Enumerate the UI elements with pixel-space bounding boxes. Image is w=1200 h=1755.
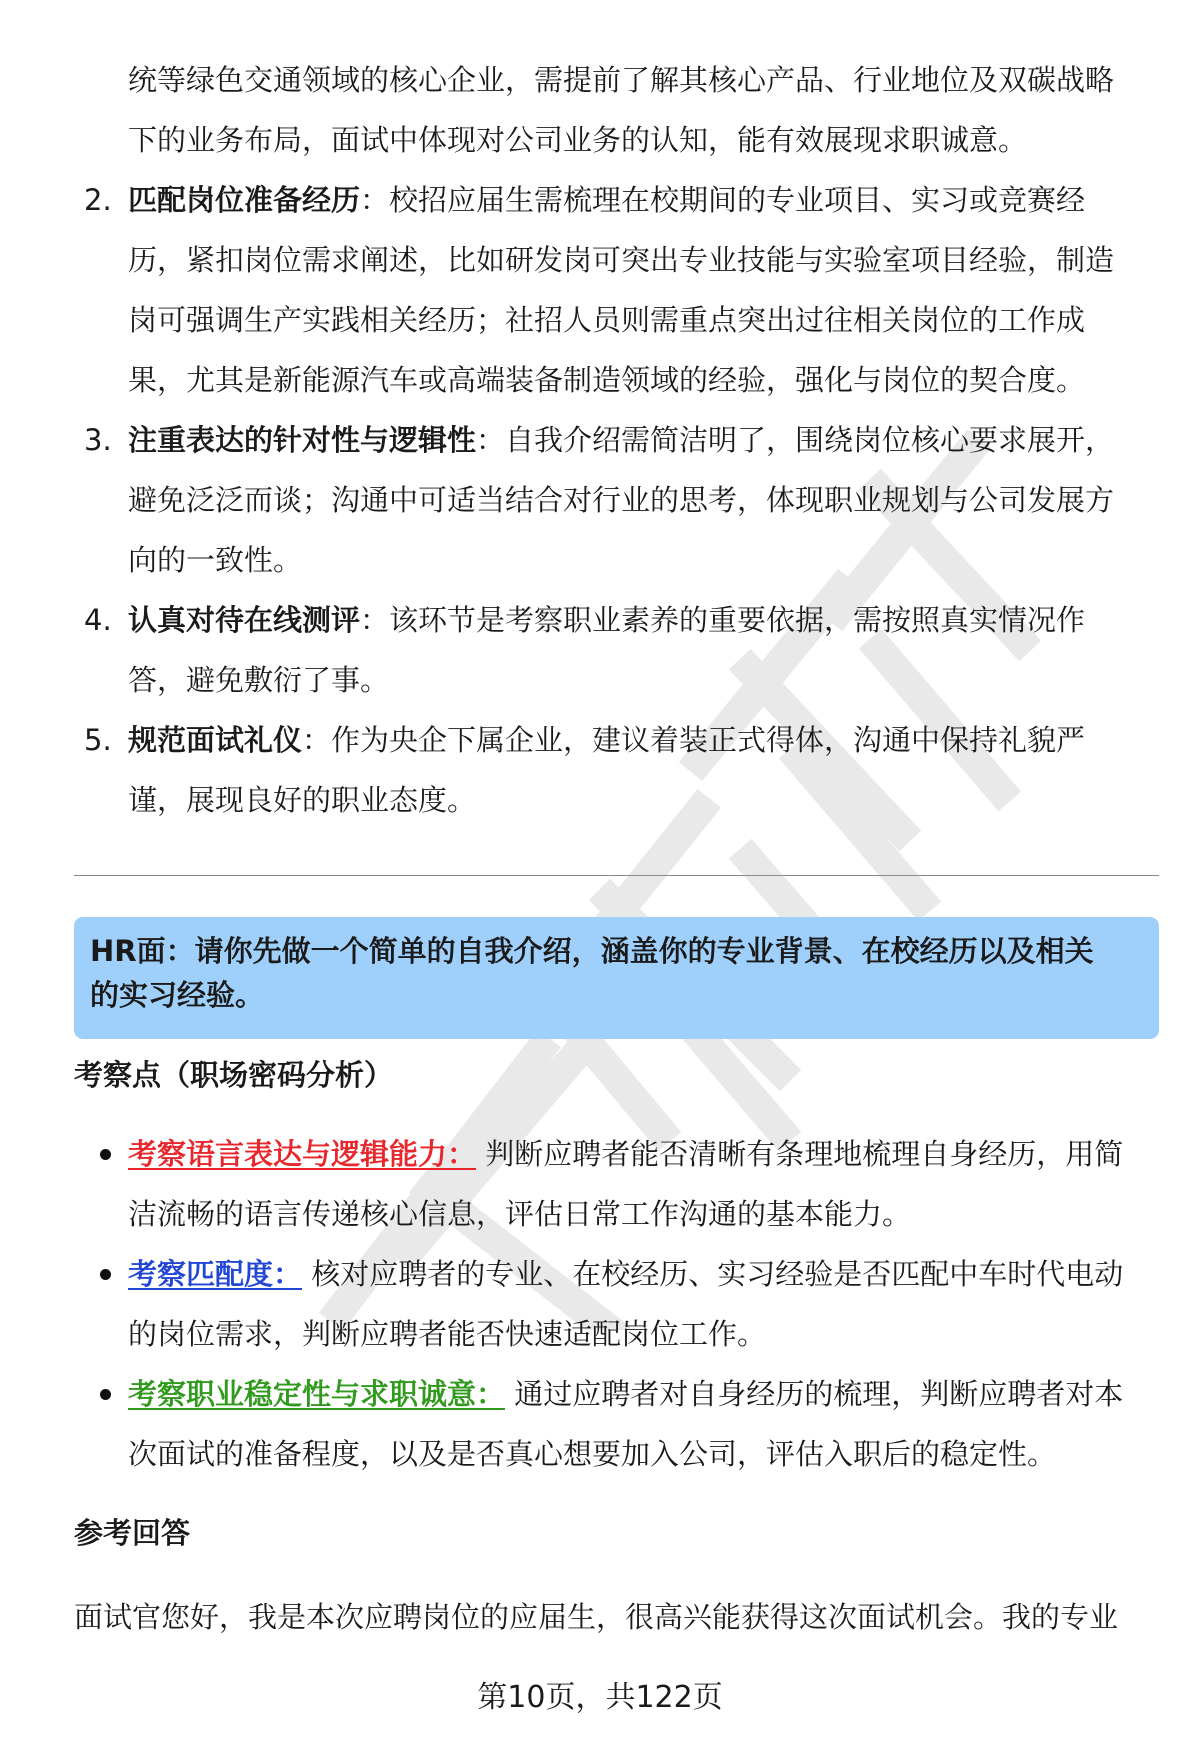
intro-line: 统等绿色交通领域的核心企业，需提前了解其核心产品、行业地位及双碳战略 [128,63,1115,97]
analysis-tag: 考察语言表达与逻辑能力： [128,1137,477,1171]
analysis-text: 次面试的准备程度，以及是否真心想要加入公司，评估入职后的稳定性。 [128,1437,1057,1471]
tip-text: ：该环节是考察职业素养的重要依据，需按照真实情况作 [360,603,1086,637]
bullet-dot-icon [100,1389,111,1400]
tip-text: ：自我介绍需简洁明了，围绕岗位核心要求展开， [476,423,1115,457]
list-item [74,410,1159,590]
list-number: 2. [84,183,112,217]
reference-answer: 面试官您好，我是本次应聘岗位的应届生，很高兴能获得这次面试机会。我的专业 [74,1600,1119,1634]
tip-title: 注重表达的针对性与逻辑性 [128,423,477,457]
tip-text: ：作为央企下属企业，建议着装正式得体，沟通中保持礼貌严 [302,723,1086,757]
question-line: 的实习经验。 [90,978,265,1012]
list-number: 5. [84,723,112,757]
tip-text: 谨，展现良好的职业态度。 [128,783,477,817]
analysis-heading: 考察点（职场密码分析） [74,1058,394,1092]
list-number: 4. [84,603,112,637]
list-item [74,1244,1159,1364]
list-item [74,170,1159,410]
bullet-dot-icon [100,1149,111,1160]
analysis-text: 洁流畅的语言传递核心信息，评估日常工作沟通的基本能力。 [128,1197,912,1231]
horizontal-divider [74,875,1159,876]
list-item [74,590,1159,710]
list-item [74,710,1159,830]
tip-text: 历，紧扣岗位需求阐述，比如研发岗可突出专业技能与实验室项目经验，制造 [128,243,1115,277]
bullet-dot-icon [100,1269,111,1280]
tips-list [74,170,1159,830]
tip-title: 规范面试礼仪 [128,723,303,757]
analysis-text: 核对应聘者的专业、在校经历、实习经验是否匹配中车时代电动 [311,1257,1124,1291]
analysis-text: 通过应聘者对自身经历的梳理，判断应聘者对本 [514,1377,1124,1411]
list-item [74,1364,1159,1484]
tip-title: 匹配岗位准备经历 [128,183,361,217]
analysis-list [74,1124,1159,1484]
tip-text: 果，尤其是新能源汽车或高端装备制造领域的经验，强化与岗位的契合度。 [128,363,1086,397]
list-item [74,1124,1159,1244]
reference-heading: 参考回答 [74,1516,191,1550]
intro-paragraph [128,50,1114,170]
analysis-tag: 考察匹配度： [128,1257,303,1291]
tip-text: 向的一致性。 [128,543,303,577]
question-line: HR面：请你先做一个简单的自我介绍，涵盖你的专业背景、在校经历以及相关 [90,934,1094,968]
tip-text: ：校招应届生需梳理在校期间的专业项目、实习或竞赛经 [360,183,1086,217]
analysis-text: 的岗位需求，判断应聘者能否快速适配岗位工作。 [128,1317,767,1351]
tip-title: 认真对待在线测评 [128,603,361,637]
tip-text: 避免泛泛而谈；沟通中可适当结合对行业的思考，体现职业规划与公司发展方 [128,483,1115,517]
question-callout [74,917,1159,1039]
analysis-tag: 考察职业稳定性与求职诚意： [128,1377,506,1411]
tip-text: 岗可强调生产实践相关经历；社招人员则需重点突出过往相关岗位的工作成 [128,303,1086,337]
analysis-text: 判断应聘者能否清晰有条理地梳理自身经历，用简 [485,1137,1124,1171]
page-number: 第10页，共122页 [477,1680,723,1715]
list-number: 3. [84,423,112,457]
tip-text: 答，避免敷衍了事。 [128,663,390,697]
intro-line: 下的业务布局，面试中体现对公司业务的认知，能有效展现求职诚意。 [128,123,1028,157]
